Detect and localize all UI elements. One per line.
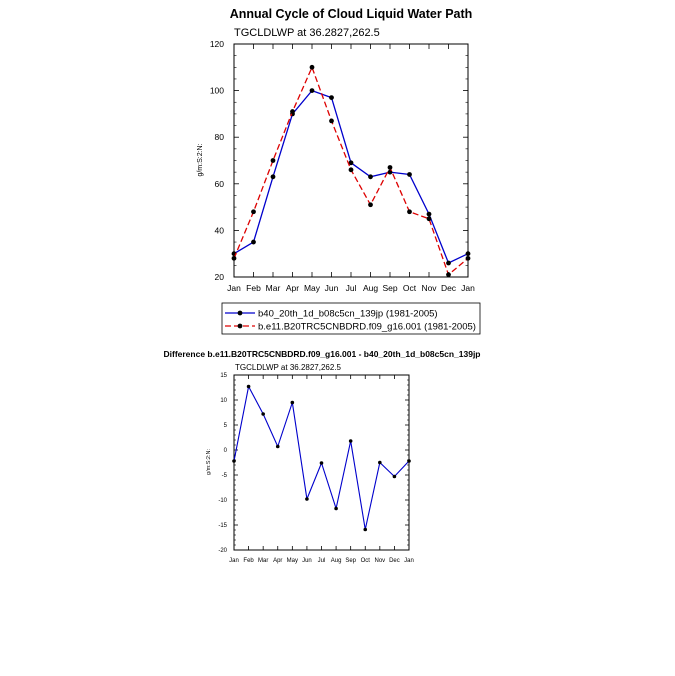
series-1-point — [363, 528, 367, 532]
chart-2-series — [232, 385, 411, 532]
series-1-point — [305, 497, 309, 501]
chart-1 — [197, 7, 480, 334]
x-tick-label: Jan — [404, 558, 414, 564]
chart-2-subtitle: TGCLDLWP at 36.2827,262.5 — [235, 363, 341, 372]
y-tick-label: -10 — [218, 498, 227, 504]
chart-1-ylabel: g/m:S:2:N: — [197, 143, 204, 177]
chart-2-axes — [218, 373, 414, 564]
x-tick-label: Sep — [382, 283, 398, 293]
x-tick-label: Aug — [330, 558, 342, 564]
series-2-point — [329, 118, 334, 123]
y-tick-label: 40 — [214, 225, 224, 236]
x-tick-label: Feb — [246, 283, 261, 293]
series-1-point — [310, 88, 315, 93]
series-1-point — [368, 174, 373, 179]
series-2-point — [232, 256, 237, 261]
chart-2 — [163, 349, 480, 564]
series-2-point — [290, 109, 295, 114]
series-1-point — [251, 240, 256, 245]
series-1-point — [276, 445, 280, 449]
series-2-point — [407, 209, 412, 214]
series-2-point — [446, 272, 451, 277]
x-tick-label: Oct — [402, 283, 417, 293]
x-tick-label: Dec — [389, 558, 400, 564]
series-line-1 — [234, 387, 409, 530]
chart-1-series — [232, 65, 471, 277]
x-tick-label: Feb — [243, 558, 254, 564]
series-1-point — [407, 459, 411, 463]
series-1-point — [232, 459, 236, 463]
x-tick-label: Dec — [440, 283, 457, 293]
y-tick-label: 5 — [223, 423, 227, 429]
x-tick-label: Mar — [265, 283, 281, 293]
x-tick-label: Nov — [421, 283, 437, 293]
series-1-point — [291, 401, 295, 405]
x-tick-label: Sep — [345, 558, 357, 564]
x-tick-label: Oct — [360, 558, 370, 564]
series-2-point — [388, 165, 393, 170]
legend-marker-2 — [238, 324, 243, 329]
x-tick-label: Aug — [362, 283, 379, 293]
chart-2-ylabel: g/m:S:2:N: — [206, 449, 212, 475]
x-tick-label: Mar — [257, 558, 269, 564]
series-2-point — [251, 209, 256, 214]
x-tick-label: Jul — [317, 558, 326, 564]
legend-marker-1 — [238, 311, 243, 316]
series-1-point — [334, 507, 338, 511]
series-2-point — [271, 158, 276, 163]
y-tick-label: -5 — [221, 473, 227, 479]
x-tick-label: Jan — [229, 558, 239, 564]
y-tick-label: -15 — [218, 523, 227, 529]
series-1-point — [320, 461, 324, 465]
y-tick-label: 120 — [209, 39, 224, 49]
series-2-point — [466, 256, 471, 261]
x-tick-label: Jan — [461, 283, 475, 293]
chart-1-subtitle: TGCLDLWP at 36.2827,262.5 — [234, 27, 380, 39]
y-tick-label: 100 — [209, 85, 224, 96]
x-tick-label: Apr — [273, 558, 283, 564]
series-2-point — [427, 216, 432, 221]
legend-label-2: b.e11.B20TRC5CNBDRD.f09_g16.001 (1981-2005) — [258, 321, 476, 333]
series-1-point — [271, 174, 276, 179]
series-1-point — [247, 385, 251, 389]
series-1-point — [261, 412, 265, 416]
x-tick-label: Jun — [302, 558, 312, 564]
series-2-point — [310, 65, 315, 70]
y-tick-label: 0 — [223, 448, 227, 454]
y-tick-label: 15 — [220, 373, 227, 379]
legend-label-1: b40_20th_1d_b08c5cn_139jp (1981-2005) — [258, 308, 438, 320]
x-tick-label: May — [286, 558, 299, 564]
series-1-point — [407, 172, 412, 177]
y-tick-label: -20 — [218, 548, 227, 554]
x-tick-label: May — [303, 283, 321, 293]
y-tick-label: 10 — [220, 398, 227, 404]
chart-1-axes — [210, 39, 475, 293]
chart-1-title: Annual Cycle of Cloud Liquid Water Path — [229, 7, 473, 21]
series-2-point — [349, 167, 354, 172]
x-tick-label: Jan — [227, 283, 241, 293]
y-tick-label: 60 — [214, 178, 224, 189]
series-1-point — [393, 475, 397, 479]
chart-2-title: Difference b.e11.B20TRC5CNBDRD.f09_g16.001 - b40_20th_1d_b08c5cn_139jp — [163, 349, 481, 359]
series-1-point — [427, 212, 432, 217]
series-2-point — [368, 202, 373, 207]
x-tick-label: Jun — [324, 283, 339, 293]
series-line-1 — [234, 91, 468, 263]
x-tick-label: Apr — [285, 283, 300, 293]
series-1-point — [329, 95, 334, 100]
y-tick-label: 20 — [214, 272, 224, 282]
x-tick-label: Jul — [345, 283, 357, 293]
y-tick-label: 80 — [214, 132, 224, 143]
series-1-point — [378, 461, 382, 465]
x-tick-label: Nov — [374, 558, 386, 564]
series-1-point — [349, 439, 353, 443]
series-1-point — [446, 261, 451, 266]
series-1-point — [466, 251, 471, 256]
